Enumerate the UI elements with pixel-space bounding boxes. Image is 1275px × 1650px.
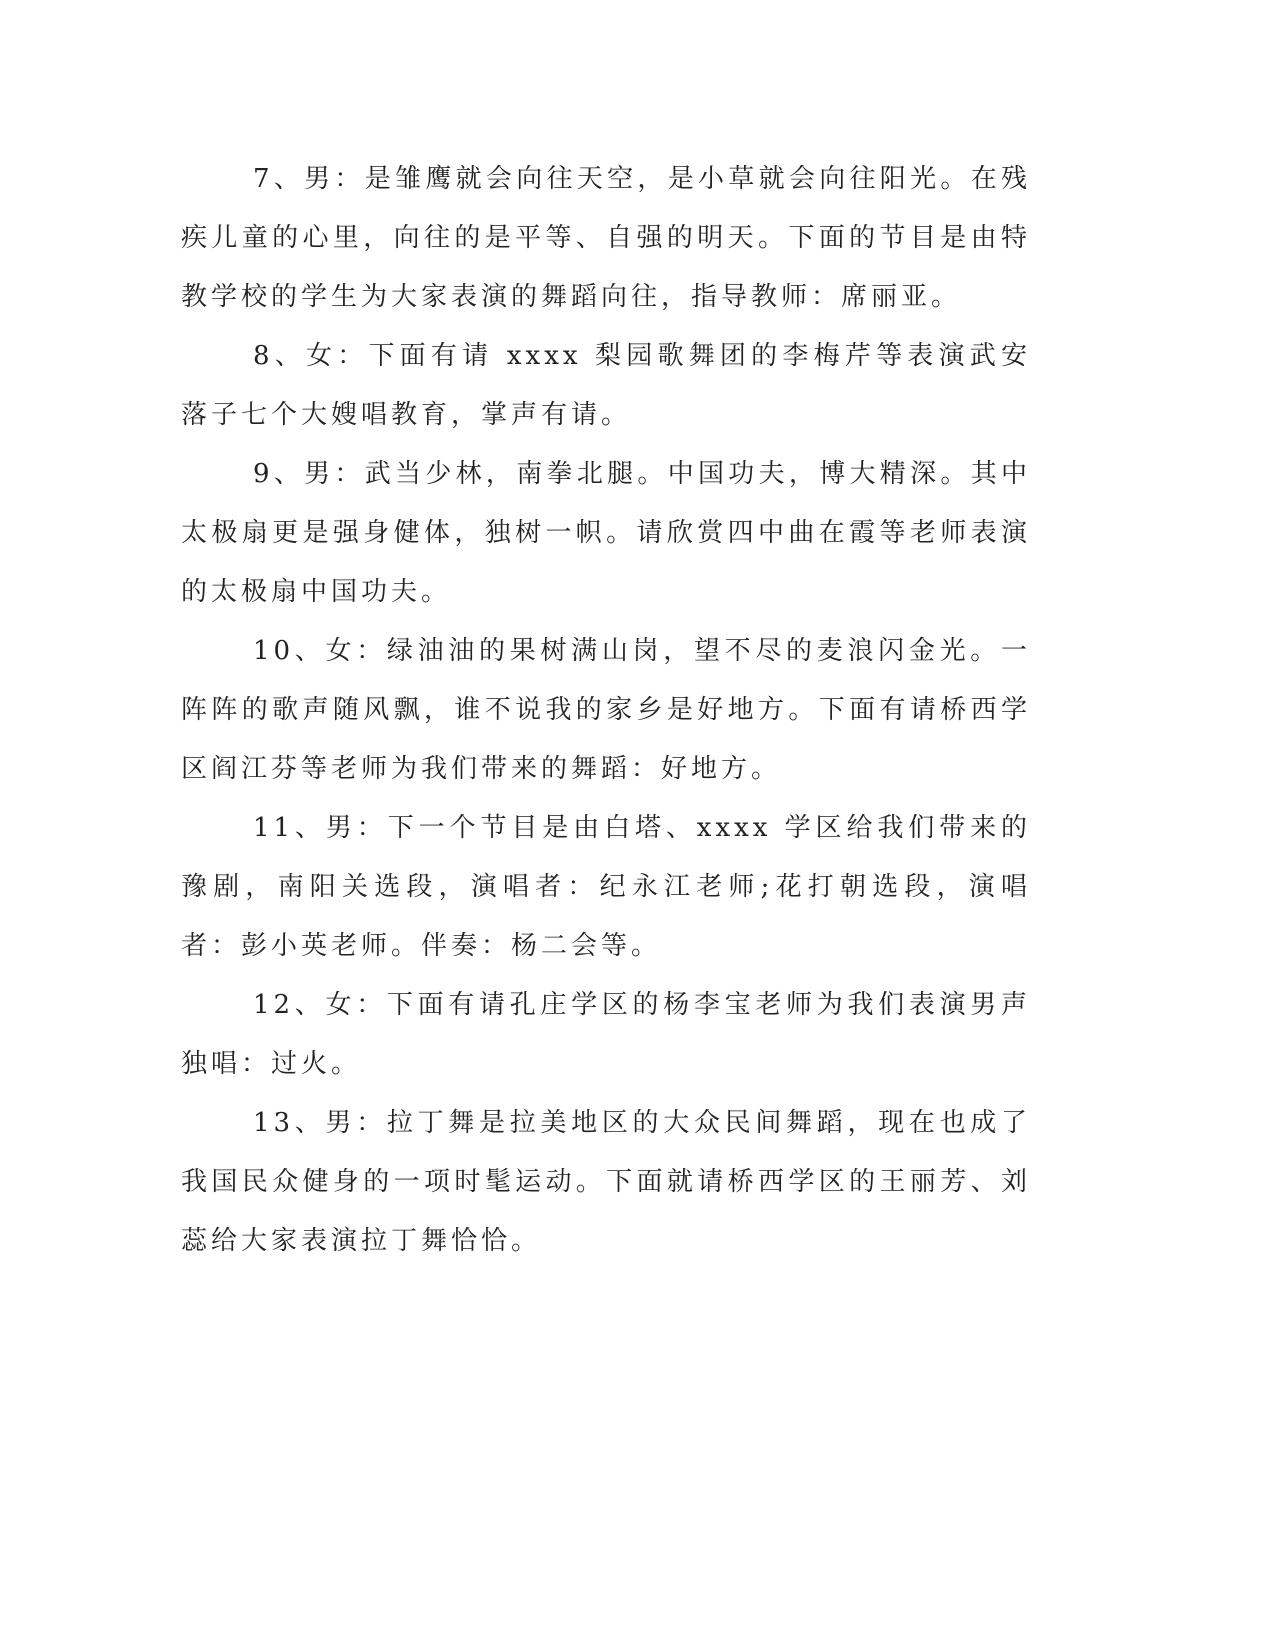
paragraph-8: 8、女：下面有请 xxxx 梨园歌舞团的李梅芹等表演武安落子七个大嫂唱教育，掌声有请。 [181,341,1031,430]
paragraph-11: 11、男：下一个节目是由白塔、xxxx 学区给我们带来的豫剧，南阳关选段，演唱者：纪永江老师;花打朝选段，演唱者：彭小英老师。伴奏：杨二会等。 [181,813,1031,961]
paragraph-13: 13、男：拉丁舞是拉美地区的大众民间舞蹈，现在也成了我国民众健身的一项时髦运动。下面就请桥西学区的王丽芳、刘蕊给大家表演拉丁舞恰恰。 [181,1108,1031,1256]
paragraph-7: 7、男：是雏鹰就会向往天空，是小草就会向往阳光。在残疾儿童的心里，向往的是平等、自强的明天。下面的节目是由特教学校的学生为大家表演的舞蹈向往，指导教师：席丽亚。 [181,164,1031,312]
document-body [181,150,1031,1271]
paragraph-10: 10、女：绿油油的果树满山岗，望不尽的麦浪闪金光。一阵阵的歌声随风飘，谁不说我的家乡是好地方。下面有请桥西学区阎江芬等老师为我们带来的舞蹈：好地方。 [181,636,1031,784]
paragraph-9: 9、男：武当少林，南拳北腿。中国功夫，博大精深。其中太极扇更是强身健体，独树一帜。请欣赏四中曲在霞等老师表演的太极扇中国功夫。 [181,459,1031,607]
paragraph-12: 12、女：下面有请孔庄学区的杨李宝老师为我们表演男声独唱：过火。 [181,990,1031,1079]
